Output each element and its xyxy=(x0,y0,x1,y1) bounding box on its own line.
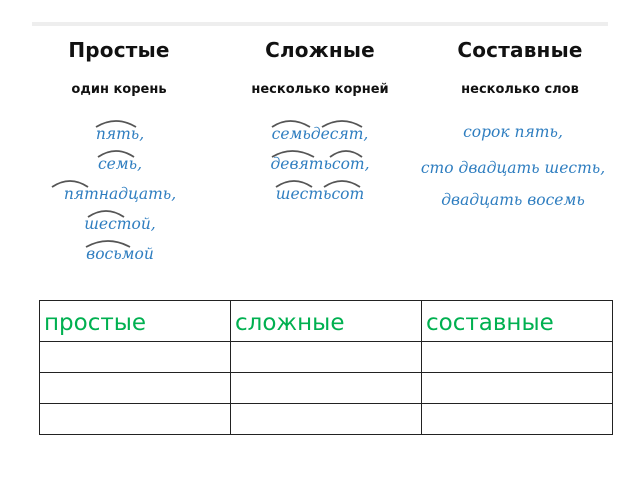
example-word: двадцать восемь xyxy=(441,191,585,209)
root-arc-icon xyxy=(274,178,362,188)
sorting-table xyxy=(39,300,613,435)
root-arc-icon xyxy=(270,118,366,128)
table-cell[interactable] xyxy=(40,373,231,404)
root-arc-icon xyxy=(94,118,138,128)
root-arc-icon xyxy=(96,148,136,158)
header-complex: сложные xyxy=(235,310,345,336)
column-title-complex: Сложные xyxy=(265,38,375,62)
header-simple: простые xyxy=(44,310,147,336)
root-arc-icon xyxy=(84,238,132,248)
column-subtitle-complex: несколько корней xyxy=(251,82,389,97)
table-header-cell xyxy=(231,301,422,342)
example-word: восьмой xyxy=(40,238,200,268)
table-header-cell xyxy=(422,301,613,342)
table-cell[interactable] xyxy=(231,342,422,373)
example-word: семь, xyxy=(40,148,200,178)
example-word: пять, xyxy=(40,118,200,148)
column-title-compound: Составные xyxy=(457,38,583,62)
table-cell[interactable] xyxy=(40,404,231,435)
table-cell[interactable] xyxy=(422,404,613,435)
table-row xyxy=(40,342,613,373)
example-word: сорок пять, xyxy=(463,123,563,141)
table-cell[interactable] xyxy=(422,342,613,373)
example-word: сто двадцать шесть, xyxy=(420,159,606,177)
table-cell[interactable] xyxy=(422,373,613,404)
table-row xyxy=(40,404,613,435)
root-arc-icon xyxy=(86,208,126,218)
example-word: девятьсот, xyxy=(230,148,410,178)
column-complex xyxy=(220,38,420,97)
example-word: шестьсот xyxy=(230,178,410,208)
top-divider xyxy=(32,22,608,26)
table-cell[interactable] xyxy=(231,373,422,404)
example-word: шестой, xyxy=(40,208,200,238)
root-arc-icon xyxy=(270,148,366,158)
table-cell[interactable] xyxy=(231,404,422,435)
word-list-complex xyxy=(230,118,410,208)
table-header-cell xyxy=(40,301,231,342)
example-word: пятнадцать, xyxy=(40,178,200,208)
table-cell[interactable] xyxy=(40,342,231,373)
table-row xyxy=(40,373,613,404)
column-compound xyxy=(420,38,620,97)
header-compound: составные xyxy=(426,310,554,336)
column-subtitle-simple: один корень xyxy=(71,82,167,97)
root-arc-icon xyxy=(50,178,90,188)
word-list-compound xyxy=(408,118,618,214)
column-simple xyxy=(19,38,219,97)
column-title-simple: Простые xyxy=(68,38,170,62)
table-header-row xyxy=(40,301,613,342)
example-word: семьдесят, xyxy=(230,118,410,148)
column-subtitle-compound: несколько слов xyxy=(461,82,579,97)
word-list-simple xyxy=(40,118,200,268)
